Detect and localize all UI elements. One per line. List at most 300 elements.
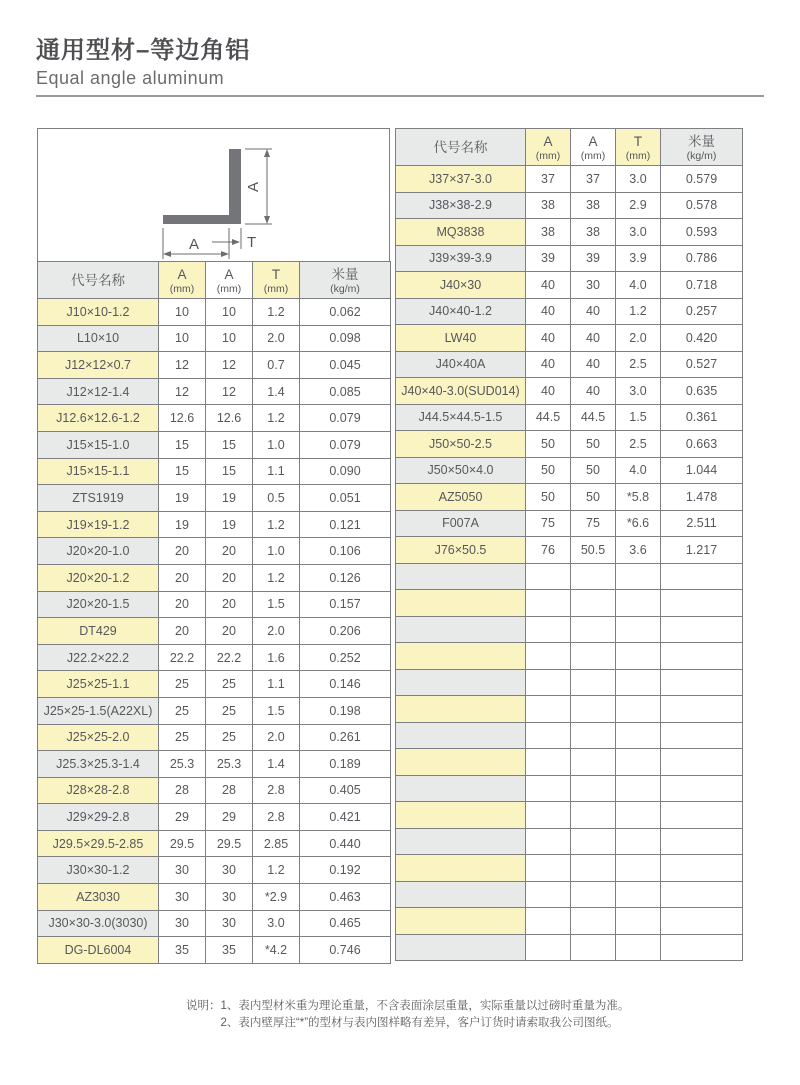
empty-row	[396, 563, 743, 590]
cell-code: J22.2×22.2	[38, 644, 159, 671]
cell-code: J28×28-2.8	[38, 777, 159, 804]
col-header-weight: 米量 (kg/m)	[300, 262, 391, 299]
cell-w: 1.478	[661, 484, 743, 511]
cell-a2: 40	[571, 378, 616, 405]
spec-row	[396, 351, 743, 378]
left-spec-table	[37, 261, 391, 964]
cell-a1: 25	[159, 724, 206, 751]
empty-cell	[396, 669, 526, 696]
cell-a2: 50	[571, 484, 616, 511]
empty-cell	[571, 775, 616, 802]
cell-t: 3.0	[616, 166, 661, 193]
cell-a1: 25.3	[159, 751, 206, 778]
spec-row	[38, 937, 391, 964]
cell-a2: 12.6	[206, 405, 253, 432]
empty-cell	[616, 828, 661, 855]
empty-cell	[526, 643, 571, 670]
cell-a1: 15	[159, 458, 206, 485]
cell-code: DG-DL6004	[38, 937, 159, 964]
cell-w: 0.252	[300, 644, 391, 671]
spec-row	[38, 804, 391, 831]
empty-row	[396, 828, 743, 855]
col-header-code: 代号名称	[38, 262, 159, 299]
empty-cell	[661, 616, 743, 643]
cell-w: 0.579	[661, 166, 743, 193]
cell-w: 0.746	[300, 937, 391, 964]
empty-cell	[396, 802, 526, 829]
cell-a2: 15	[206, 458, 253, 485]
empty-cell	[526, 749, 571, 776]
cell-a1: 50	[526, 457, 571, 484]
cell-code: J15×15-1.0	[38, 431, 159, 458]
cell-a2: 44.5	[571, 404, 616, 431]
cell-t: 1.2	[253, 405, 300, 432]
page-title: 通用型材–等边角铝	[36, 37, 251, 64]
cell-code: J12.6×12.6-1.2	[38, 405, 159, 432]
empty-cell	[571, 934, 616, 961]
cell-w: 1.044	[661, 457, 743, 484]
cell-t: 2.5	[616, 431, 661, 458]
empty-cell	[526, 722, 571, 749]
cell-a1: 20	[159, 538, 206, 565]
cell-w: 0.463	[300, 884, 391, 911]
cell-a1: 19	[159, 485, 206, 512]
empty-cell	[661, 563, 743, 590]
spec-row	[38, 325, 391, 352]
cell-code: J15×15-1.1	[38, 458, 159, 485]
cell-a2: 20	[206, 538, 253, 565]
spec-row	[38, 405, 391, 432]
spec-row	[396, 484, 743, 511]
cell-t: 1.4	[253, 378, 300, 405]
col-header-a2: A (mm)	[206, 262, 253, 299]
cell-code: J40×40-1.2	[396, 298, 526, 325]
empty-cell	[616, 934, 661, 961]
cell-t: 2.8	[253, 777, 300, 804]
cell-a1: 15	[159, 431, 206, 458]
cell-t: 0.5	[253, 485, 300, 512]
cell-w: 0.121	[300, 511, 391, 538]
empty-cell	[571, 828, 616, 855]
cell-t: 1.6	[253, 644, 300, 671]
empty-row	[396, 722, 743, 749]
cell-t: 1.2	[253, 511, 300, 538]
cell-code: J37×37-3.0	[396, 166, 526, 193]
cell-t: 4.0	[616, 457, 661, 484]
empty-row	[396, 616, 743, 643]
cell-w: 0.146	[300, 671, 391, 698]
empty-cell	[571, 802, 616, 829]
empty-row	[396, 643, 743, 670]
empty-cell	[396, 590, 526, 617]
cell-w: 0.051	[300, 485, 391, 512]
cell-a1: 25	[159, 697, 206, 724]
cell-a2: 20	[206, 564, 253, 591]
empty-cell	[396, 934, 526, 961]
cell-w: 0.465	[300, 910, 391, 937]
cell-t: *6.6	[616, 510, 661, 537]
cell-code: J38×38-2.9	[396, 192, 526, 219]
empty-cell	[526, 908, 571, 935]
empty-row	[396, 802, 743, 829]
empty-cell	[616, 855, 661, 882]
empty-cell	[571, 908, 616, 935]
cell-w: 0.090	[300, 458, 391, 485]
empty-cell	[616, 696, 661, 723]
empty-cell	[526, 802, 571, 829]
empty-cell	[571, 643, 616, 670]
cell-code: J40×40A	[396, 351, 526, 378]
spec-row	[396, 537, 743, 564]
cell-w: 0.206	[300, 618, 391, 645]
cell-w: 0.085	[300, 378, 391, 405]
cell-a2: 50.5	[571, 537, 616, 564]
cell-t: 1.2	[253, 299, 300, 326]
empty-row	[396, 934, 743, 961]
cell-a1: 38	[526, 219, 571, 246]
cell-w: 0.106	[300, 538, 391, 565]
cell-t: 3.0	[616, 219, 661, 246]
cell-a2: 20	[206, 591, 253, 618]
cell-a2: 30	[571, 272, 616, 299]
spec-row	[38, 511, 391, 538]
empty-row	[396, 590, 743, 617]
cell-t: *4.2	[253, 937, 300, 964]
spec-row	[396, 298, 743, 325]
cell-w: 0.635	[661, 378, 743, 405]
cell-code: J25×25-1.5(A22XL)	[38, 697, 159, 724]
cell-a1: 20	[159, 618, 206, 645]
cell-code: J20×20-1.2	[38, 564, 159, 591]
cell-code: J76×50.5	[396, 537, 526, 564]
spec-row	[38, 751, 391, 778]
empty-cell	[616, 908, 661, 935]
cell-w: 0.079	[300, 405, 391, 432]
empty-cell	[661, 722, 743, 749]
spec-row	[396, 192, 743, 219]
cell-a2: 12	[206, 378, 253, 405]
spec-row	[38, 378, 391, 405]
spec-row	[38, 591, 391, 618]
spec-row	[38, 724, 391, 751]
cell-a1: 76	[526, 537, 571, 564]
cell-a2: 20	[206, 618, 253, 645]
cell-a2: 15	[206, 431, 253, 458]
cell-w: 0.786	[661, 245, 743, 272]
cell-t: 2.0	[253, 325, 300, 352]
cell-t: 3.9	[616, 245, 661, 272]
spec-row	[38, 485, 391, 512]
empty-cell	[396, 722, 526, 749]
cell-a2: 25	[206, 724, 253, 751]
empty-cell	[616, 749, 661, 776]
empty-cell	[526, 828, 571, 855]
empty-cell	[661, 934, 743, 961]
cell-a1: 10	[159, 299, 206, 326]
empty-cell	[661, 802, 743, 829]
cell-t: *2.9	[253, 884, 300, 911]
spec-row	[38, 884, 391, 911]
spec-row	[396, 245, 743, 272]
cell-a1: 30	[159, 910, 206, 937]
cell-a2: 29	[206, 804, 253, 831]
cell-a1: 40	[526, 272, 571, 299]
note-line-1: 1、表内型材米重为理论重量，不含表面涂层重量，实际重量以过磅时重量为准。	[220, 1000, 630, 1012]
empty-cell	[526, 881, 571, 908]
empty-cell	[396, 749, 526, 776]
empty-cell	[661, 696, 743, 723]
cell-code: J39×39-3.9	[396, 245, 526, 272]
empty-cell	[661, 669, 743, 696]
cell-a1: 50	[526, 431, 571, 458]
cell-a1: 20	[159, 591, 206, 618]
empty-cell	[396, 908, 526, 935]
cell-t: 1.0	[253, 538, 300, 565]
cell-t: 1.2	[253, 857, 300, 884]
spec-row	[396, 510, 743, 537]
empty-cell	[396, 563, 526, 590]
empty-cell	[616, 669, 661, 696]
cell-w: 0.440	[300, 830, 391, 857]
empty-cell	[571, 881, 616, 908]
cell-w: 2.511	[661, 510, 743, 537]
cell-code: J29.5×29.5-2.85	[38, 830, 159, 857]
cell-w: 0.261	[300, 724, 391, 751]
cell-code: DT429	[38, 618, 159, 645]
empty-cell	[571, 669, 616, 696]
empty-cell	[526, 590, 571, 617]
cell-code: J40×40-3.0(SUD014)	[396, 378, 526, 405]
empty-cell	[526, 855, 571, 882]
empty-cell	[616, 881, 661, 908]
cell-code: LW40	[396, 325, 526, 352]
spec-row	[38, 564, 391, 591]
cell-a1: 40	[526, 378, 571, 405]
right-column	[395, 128, 743, 961]
cell-t: 1.5	[616, 404, 661, 431]
empty-cell	[616, 643, 661, 670]
empty-cell	[661, 908, 743, 935]
empty-cell	[526, 616, 571, 643]
right-table-header-row	[396, 129, 743, 166]
cell-w: 0.420	[661, 325, 743, 352]
cell-a2: 12	[206, 352, 253, 379]
spec-row	[38, 697, 391, 724]
cell-a2: 10	[206, 299, 253, 326]
empty-cell	[526, 934, 571, 961]
cell-t: 2.0	[253, 724, 300, 751]
cell-t: 3.6	[616, 537, 661, 564]
left-column	[37, 128, 390, 964]
angle-profile-diagram	[37, 128, 390, 262]
empty-cell	[616, 775, 661, 802]
cell-a1: 39	[526, 245, 571, 272]
cell-w: 0.361	[661, 404, 743, 431]
empty-row	[396, 775, 743, 802]
cell-a2: 38	[571, 192, 616, 219]
cell-code: L10×10	[38, 325, 159, 352]
dim-label-t: T	[247, 234, 257, 251]
col-header-a1: A (mm)	[159, 262, 206, 299]
cell-code: J19×19-1.2	[38, 511, 159, 538]
cell-code: J25×25-2.0	[38, 724, 159, 751]
spec-row	[38, 458, 391, 485]
spec-row	[38, 910, 391, 937]
empty-cell	[571, 696, 616, 723]
cell-w: 0.045	[300, 352, 391, 379]
note-line-2: 2、表内壁厚注“*”的型材与表内图样略有差异，客户订货时请索取我公司图纸。	[220, 1017, 619, 1030]
cell-w: 0.192	[300, 857, 391, 884]
spec-row	[38, 618, 391, 645]
cell-a2: 22.2	[206, 644, 253, 671]
empty-cell	[661, 775, 743, 802]
empty-cell	[526, 669, 571, 696]
cell-code: J20×20-1.5	[38, 591, 159, 618]
cell-code: J25.3×25.3-1.4	[38, 751, 159, 778]
empty-cell	[571, 616, 616, 643]
cell-code: J40×30	[396, 272, 526, 299]
empty-cell	[571, 749, 616, 776]
cell-a2: 19	[206, 511, 253, 538]
cell-a1: 40	[526, 298, 571, 325]
empty-cell	[616, 722, 661, 749]
spec-row	[396, 431, 743, 458]
cell-w: 0.421	[300, 804, 391, 831]
cell-w: 0.189	[300, 751, 391, 778]
cell-t: 1.2	[616, 298, 661, 325]
cell-t: *5.8	[616, 484, 661, 511]
cell-t: 2.0	[253, 618, 300, 645]
cell-a2: 50	[571, 431, 616, 458]
cell-t: 1.1	[253, 458, 300, 485]
cell-a2: 40	[571, 325, 616, 352]
content-area	[37, 128, 743, 964]
cell-w: 0.405	[300, 777, 391, 804]
cell-a2: 10	[206, 325, 253, 352]
cell-t: 2.0	[616, 325, 661, 352]
cell-a2: 28	[206, 777, 253, 804]
cell-code: J50×50-2.5	[396, 431, 526, 458]
cell-w: 0.062	[300, 299, 391, 326]
empty-cell	[616, 616, 661, 643]
empty-cell	[661, 590, 743, 617]
empty-cell	[661, 828, 743, 855]
angle-shape	[163, 149, 241, 224]
empty-cell	[396, 616, 526, 643]
empty-row	[396, 855, 743, 882]
empty-cell	[616, 563, 661, 590]
cell-code: AZ3030	[38, 884, 159, 911]
cell-code: J44.5×44.5-1.5	[396, 404, 526, 431]
cell-a2: 30	[206, 884, 253, 911]
cell-a1: 40	[526, 351, 571, 378]
cell-w: 1.217	[661, 537, 743, 564]
cell-code: J30×30-1.2	[38, 857, 159, 884]
spec-row	[396, 219, 743, 246]
spec-row	[396, 272, 743, 299]
empty-cell	[661, 749, 743, 776]
cell-w: 0.098	[300, 325, 391, 352]
cell-a2: 19	[206, 485, 253, 512]
cell-a2: 35	[206, 937, 253, 964]
spec-row	[396, 457, 743, 484]
col-header-code: 代号名称	[396, 129, 526, 166]
cell-a1: 28	[159, 777, 206, 804]
cell-t: 1.1	[253, 671, 300, 698]
cell-t: 1.2	[253, 564, 300, 591]
cell-a2: 30	[206, 910, 253, 937]
spec-row	[38, 857, 391, 884]
cell-code: J12×12×0.7	[38, 352, 159, 379]
spec-row	[38, 644, 391, 671]
cell-a2: 38	[571, 219, 616, 246]
empty-cell	[571, 722, 616, 749]
cell-t: 3.0	[616, 378, 661, 405]
empty-cell	[616, 802, 661, 829]
page-header	[36, 30, 764, 97]
cell-a1: 25	[159, 671, 206, 698]
empty-cell	[616, 590, 661, 617]
cell-a2: 40	[571, 298, 616, 325]
cell-a1: 12.6	[159, 405, 206, 432]
empty-row	[396, 908, 743, 935]
notes-label: 说明：	[186, 1000, 221, 1012]
cell-t: 1.4	[253, 751, 300, 778]
empty-row	[396, 696, 743, 723]
empty-cell	[661, 855, 743, 882]
cell-a1: 30	[159, 857, 206, 884]
empty-cell	[526, 696, 571, 723]
cell-t: 4.0	[616, 272, 661, 299]
empty-cell	[571, 590, 616, 617]
spec-row	[38, 538, 391, 565]
cell-t: 2.8	[253, 804, 300, 831]
cell-w: 0.718	[661, 272, 743, 299]
cell-a1: 40	[526, 325, 571, 352]
cell-a1: 50	[526, 484, 571, 511]
cell-code: AZ5050	[396, 484, 526, 511]
cell-t: 0.7	[253, 352, 300, 379]
spec-row	[396, 404, 743, 431]
cell-t: 2.85	[253, 830, 300, 857]
empty-cell	[396, 775, 526, 802]
cell-t: 2.9	[616, 192, 661, 219]
cell-a1: 75	[526, 510, 571, 537]
cell-a2: 39	[571, 245, 616, 272]
empty-row	[396, 669, 743, 696]
left-table-header-row	[38, 262, 391, 299]
spec-row	[38, 299, 391, 326]
col-header-a2: A (mm)	[571, 129, 616, 166]
cell-w: 0.198	[300, 697, 391, 724]
cell-w: 0.079	[300, 431, 391, 458]
col-header-a1: A (mm)	[526, 129, 571, 166]
cell-a1: 10	[159, 325, 206, 352]
empty-cell	[396, 855, 526, 882]
cell-a1: 12	[159, 352, 206, 379]
cell-code: J10×10-1.2	[38, 299, 159, 326]
col-header-weight: 米量 (kg/m)	[661, 129, 743, 166]
page-subtitle: Equal angle aluminum	[36, 68, 225, 88]
cell-w: 0.593	[661, 219, 743, 246]
empty-cell	[396, 828, 526, 855]
dim-label-a-horizontal: A	[188, 236, 200, 253]
cell-a2: 25.3	[206, 751, 253, 778]
cell-w: 0.663	[661, 431, 743, 458]
dim-label-a-vertical: A	[245, 181, 262, 193]
cell-code: MQ3838	[396, 219, 526, 246]
spec-row	[38, 830, 391, 857]
